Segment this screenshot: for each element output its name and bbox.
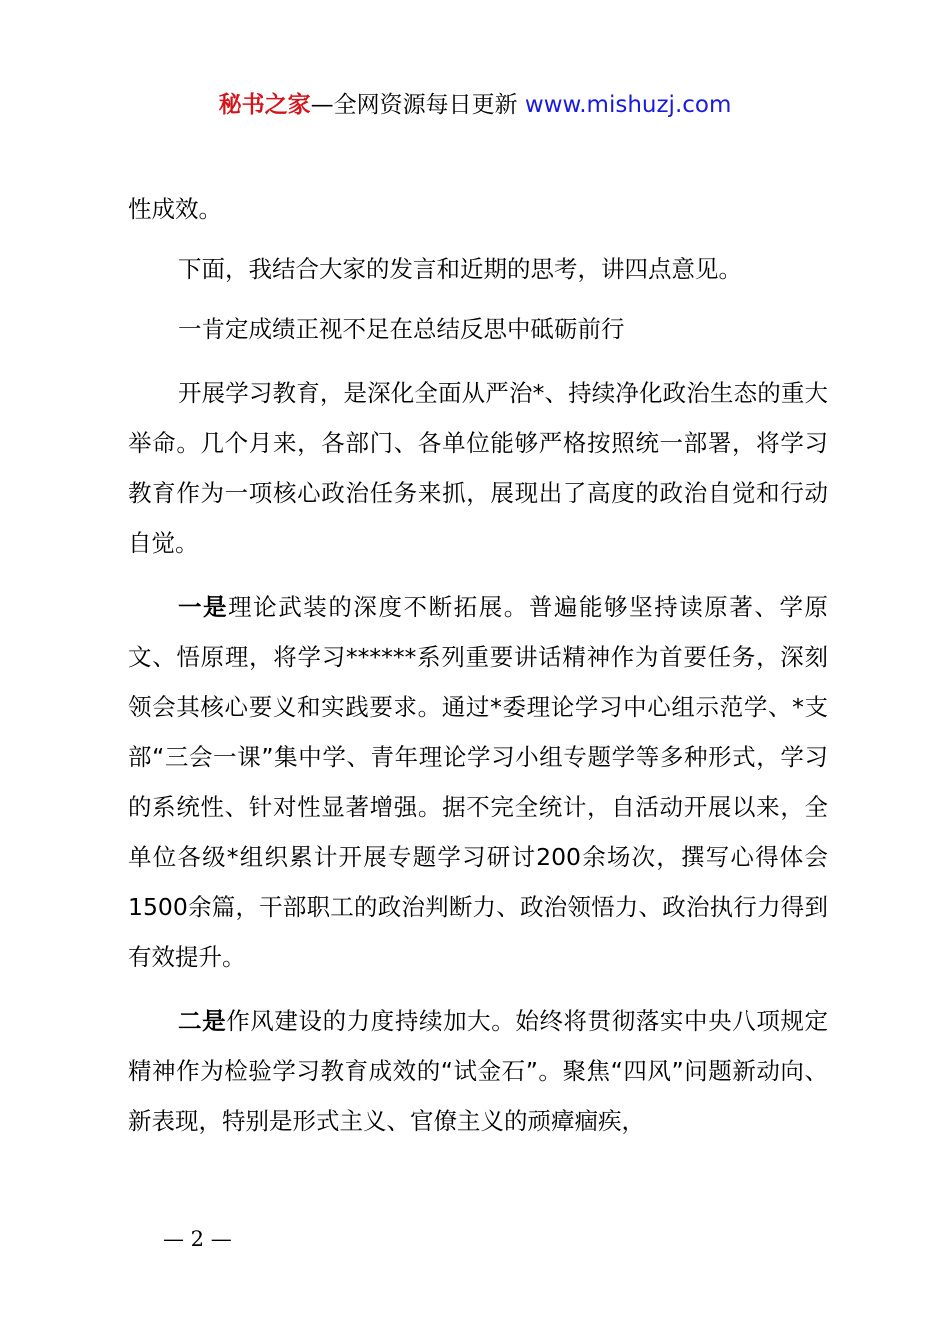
header-tagline: —全网资源每日更新 [310, 92, 518, 118]
paragraph-point-two [128, 996, 828, 1146]
document-body [128, 184, 828, 1146]
brand-name: 秘书之家 [218, 92, 311, 118]
paragraph-continuation: 性成效。 [128, 195, 222, 223]
point-two-lead: 二是 [178, 1007, 227, 1035]
point-one-text: 理论武装的深度不断拓展。普遍能够坚持读原著、学原文、悟原理，将学习******系列重要讲话精神作为首要任务，深刻领会其核心要义和实践要求。通过*委理论学习中心组示范学、*支部“三会一课”集中学、青年理论学习小组专题学等多种形式，学习的系统性、针对性显著增强。据不完全统计，自活动开展以来，全单位各级*组织累计开展专题学习研讨200余场次，撰写心得体会1500余篇，干部职工的政治判断力、政治领悟力、政治执行力得到有效提升。 [128, 593, 829, 971]
section-heading: 一肯定成绩正视不足在总结反思中砥砺前行 [178, 315, 625, 343]
point-one-lead: 一是 [178, 593, 229, 621]
paragraph-overview: 开展学习教育，是深化全面从严治*、持续净化政治生态的重大举命。几个月来，各部门、各单位能够严格按照统一部署，将学习教育作为一项核心政治任务来抓，展现出了高度的政治自觉和行动自觉。 [128, 379, 828, 557]
point-two-text: 作风建设的力度持续加大。始终将贯彻落实中央八项规定精神作为检验学习教育成效的“试金石”。聚焦“四风”问题新动向、新表现，特别是形式主义、官僚主义的顽瘴痼疾， [128, 1007, 829, 1135]
site-url-link[interactable]: www.mishuzj.com [524, 92, 732, 118]
site-header [0, 88, 950, 122]
paragraph-point-one [128, 582, 828, 982]
paragraph-intro: 下面，我结合大家的发言和近期的思考，讲四点意见。 [178, 255, 742, 283]
page-number: — 2 — [163, 1227, 232, 1251]
